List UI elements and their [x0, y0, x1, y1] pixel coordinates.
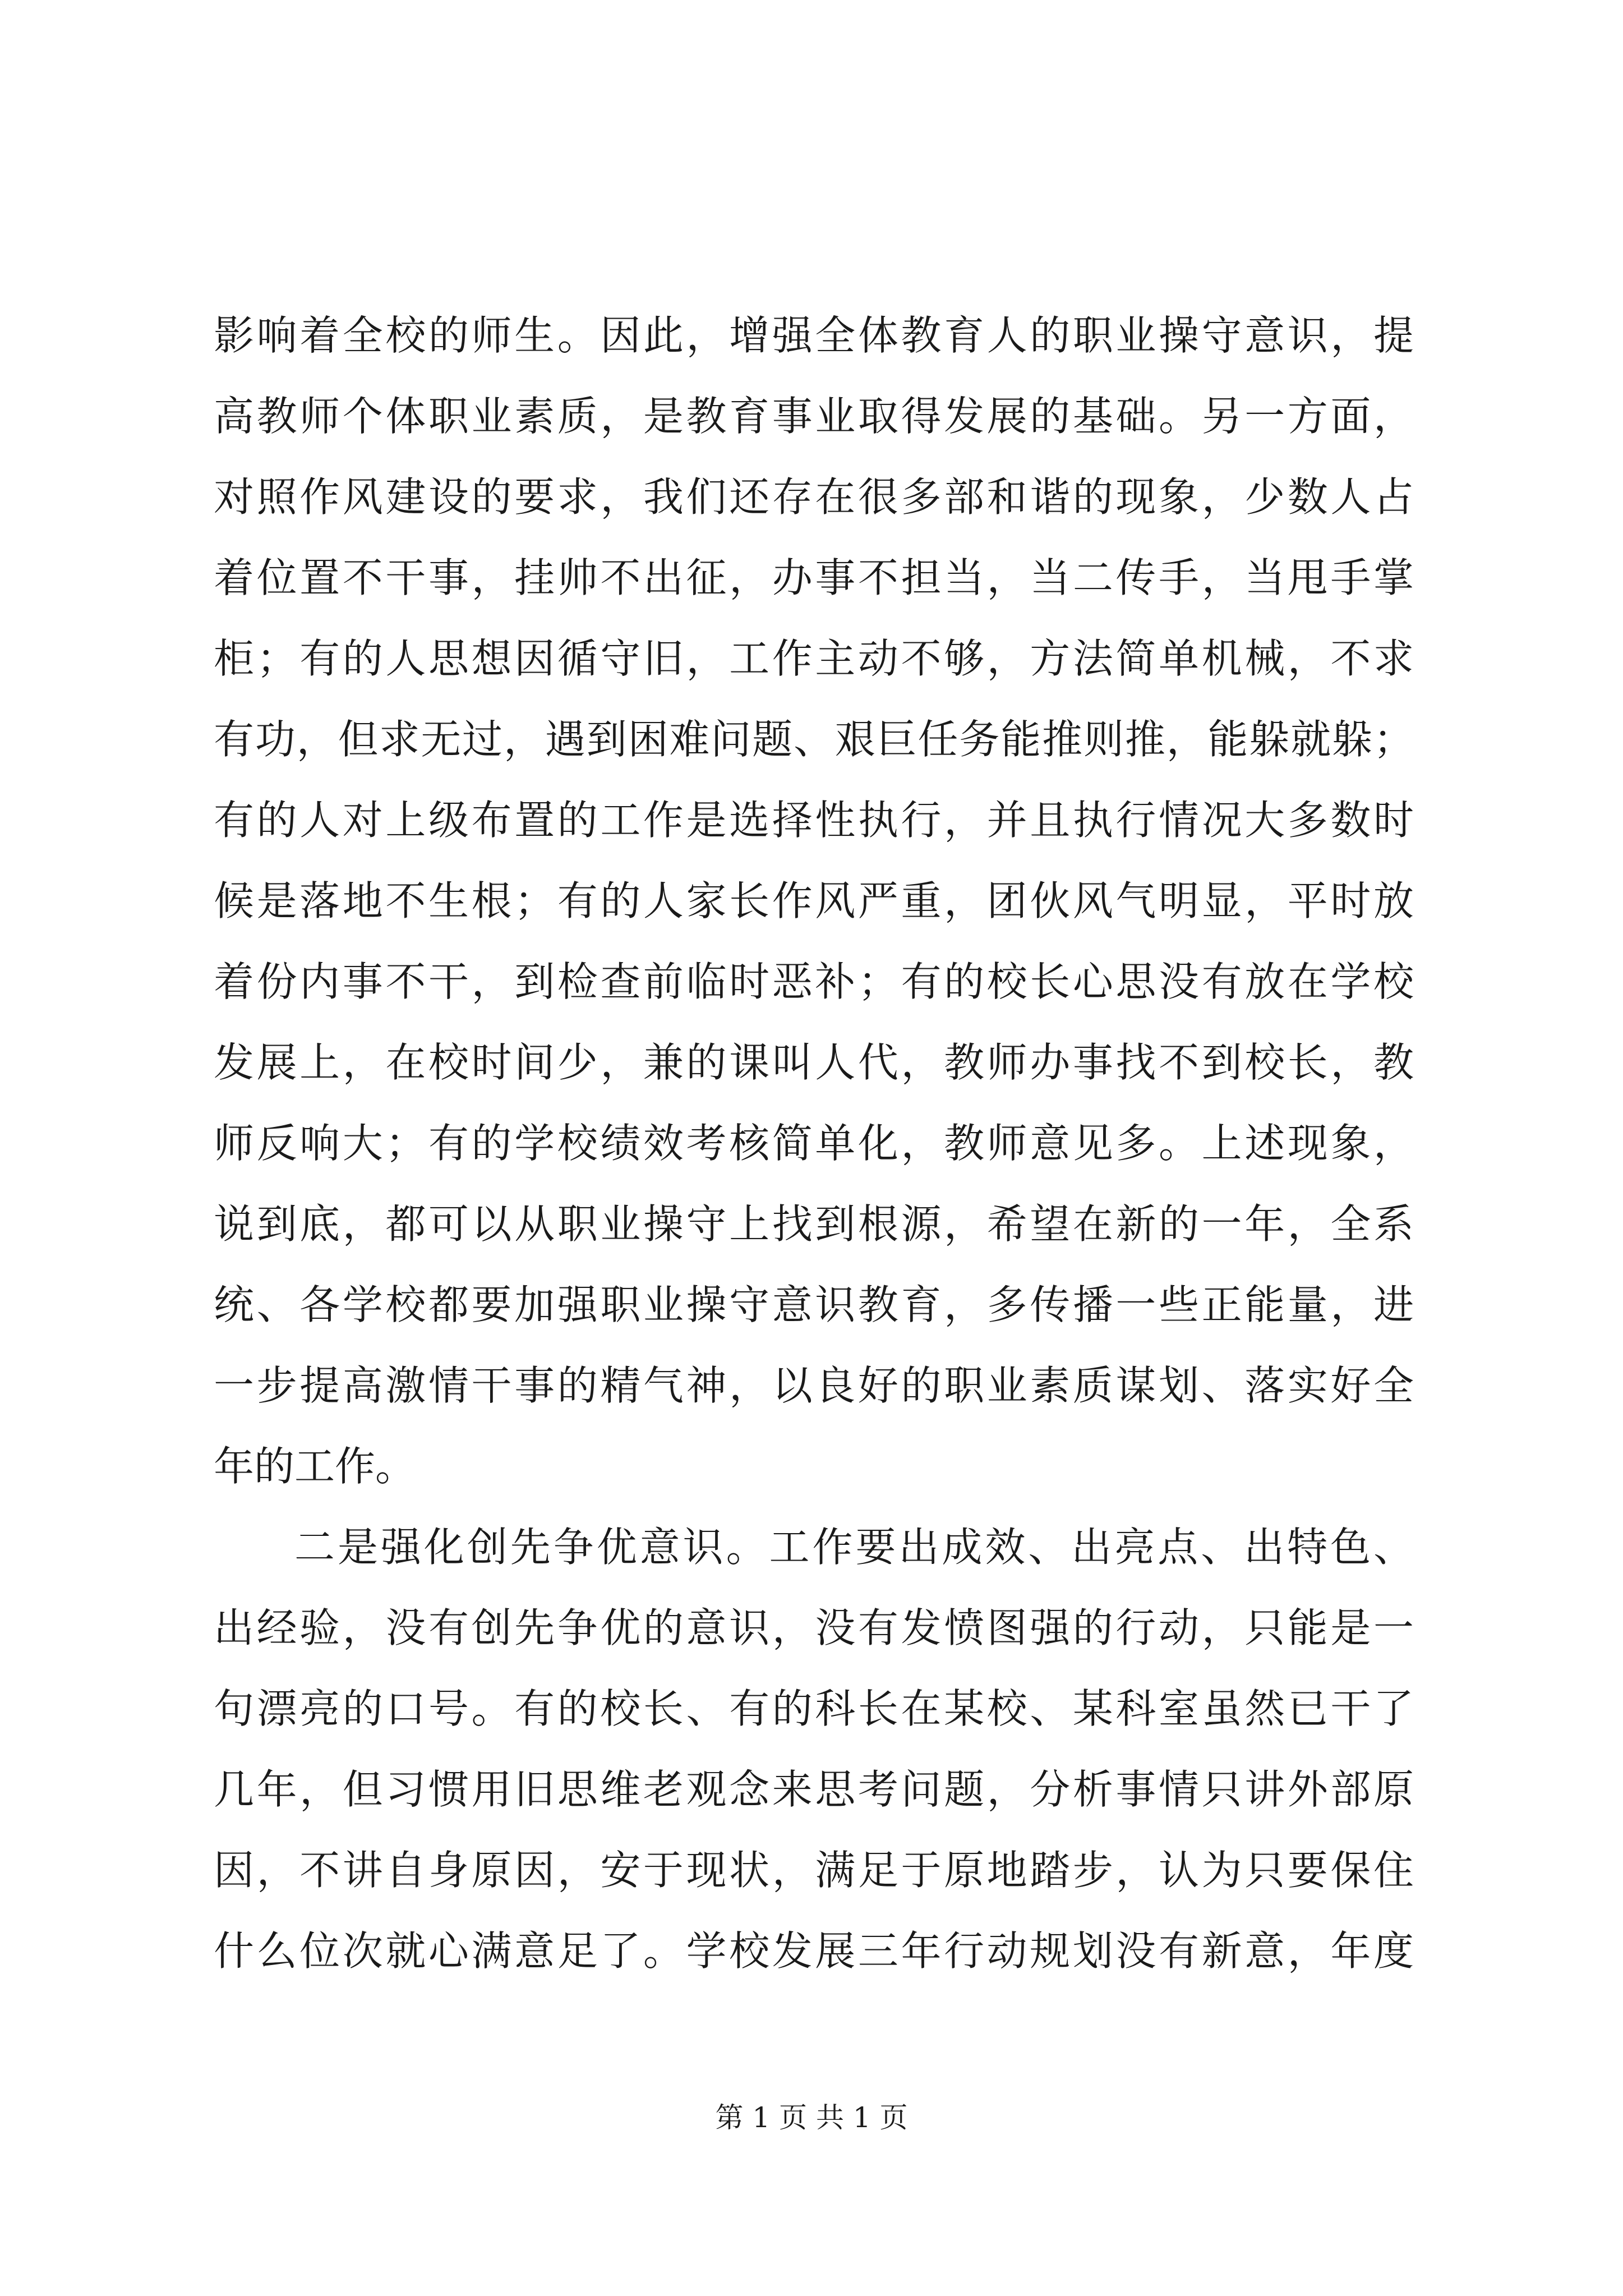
text-line: 出经验，没有创先争优的意识，没有发愤图强的行动，只能是一: [214, 1604, 1414, 1651]
text-line: 柜；有的人思想因循守旧，工作主动不够，方法简单机械，不求: [214, 635, 1414, 682]
text-line: 二是强化创先争优意识。工作要出成效、出亮点、出特色、: [294, 1524, 1414, 1571]
text-line: 因，不讲自身原因，安于现状，满足于原地踏步，认为只要保住: [214, 1847, 1414, 1894]
text-line: 候是落地不生根；有的人家长作风严重，团伙风气明显，平时放: [214, 877, 1414, 924]
text-line: 师反响大；有的学校绩效考核简单化，教师意见多。上述现象，: [214, 1120, 1414, 1167]
text-line: 几年，但习惯用旧思维老观念来思考问题，分析事情只讲外部原: [214, 1766, 1414, 1813]
text-line: 统、各学校都要加强职业操守意识教育，多传播一些正能量，进: [214, 1281, 1414, 1328]
text-line: 一步提高激情干事的精气神，以良好的职业素质谋划、落实好全: [214, 1362, 1414, 1409]
text-line: 年的工作。: [214, 1443, 416, 1490]
text-line: 句漂亮的口号。有的校长、有的科长在某校、某科室虽然已干了: [214, 1685, 1414, 1732]
text-line: 影响着全校的师生。因此，增强全体教育人的职业操守意识，提: [214, 312, 1414, 359]
text-line: 有功，但求无过，遇到困难问题、艰巨任务能推则推，能躲就躲；: [214, 716, 1414, 763]
text-line: 对照作风建设的要求，我们还存在很多部和谐的现象，少数人占: [214, 473, 1414, 521]
text-line: 着份内事不干，到检查前临时恶补；有的校长心思没有放在学校: [214, 958, 1414, 1005]
text-line: 着位置不干事，挂帅不出征，办事不担当，当二传手，当甩手掌: [214, 554, 1414, 601]
text-line: 什么位次就心满意足了。学校发展三年行动规划没有新意，年度: [214, 1927, 1414, 1975]
text-line: 发展上，在校时间少，兼的课叫人代，教师办事找不到校长，教: [214, 1039, 1414, 1086]
text-line: 高教师个体职业素质，是教育事业取得发展的基础。另一方面，: [214, 393, 1414, 440]
page-footer: 第 1 页 共 1 页: [715, 2101, 908, 2134]
text-line: 有的人对上级布置的工作是选择性执行，并且执行情况大多数时: [214, 797, 1414, 844]
text-line: 说到底，都可以从职业操守上找到根源，希望在新的一年，全系: [214, 1200, 1414, 1248]
body-text: [214, 295, 1414, 1991]
